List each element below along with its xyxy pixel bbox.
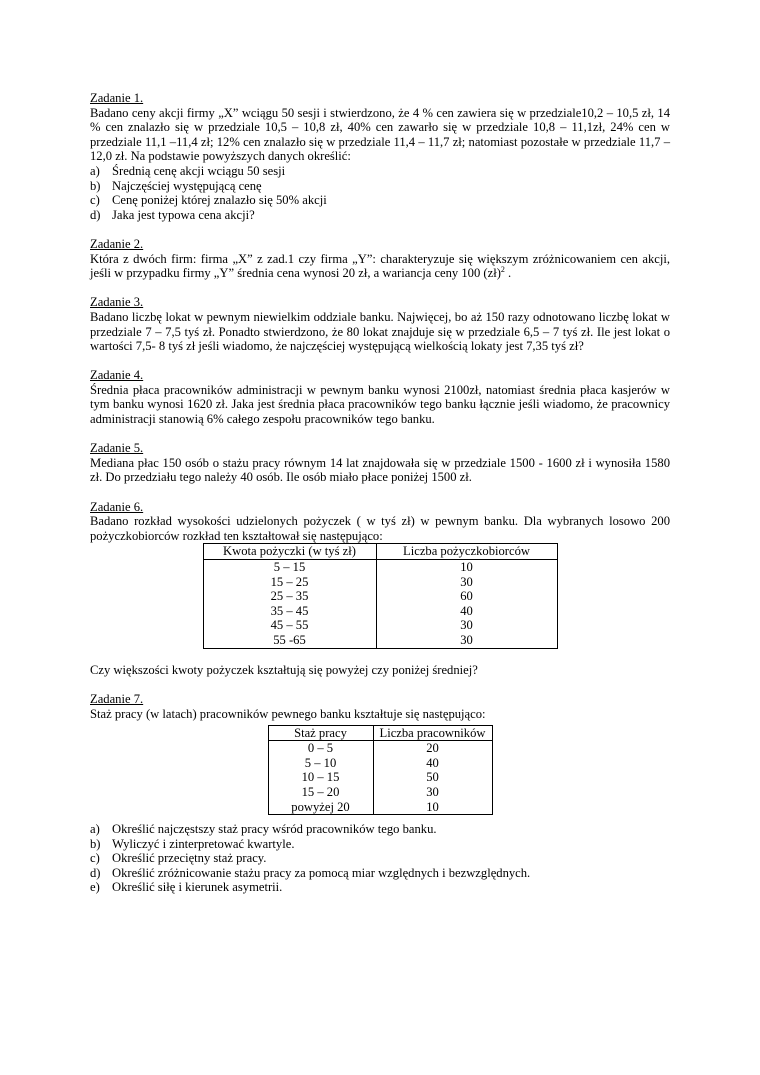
task-4-title: Zadanie 4. (90, 368, 144, 383)
task-7 (90, 692, 670, 895)
task-7-list (90, 822, 670, 895)
list-item-text: Określić siłę i kierunek asymetrii. (112, 880, 283, 895)
list-item-text: Określić najczęstszy staż pracy wśród pracowników tego banku. (112, 822, 437, 837)
table-cell: 30 (376, 633, 557, 648)
list-item (90, 837, 670, 852)
table-cell: 30 (376, 575, 557, 590)
table-header-row (268, 725, 492, 741)
task-1 (90, 91, 670, 222)
seniority-table (268, 725, 493, 816)
table-cell: 5 – 10 (268, 756, 373, 771)
table-row (203, 560, 557, 575)
table-header: Kwota pożyczki (w tyś zł) (203, 544, 376, 560)
task-2-text (90, 252, 670, 281)
list-marker: a) (90, 163, 100, 178)
table-row (203, 604, 557, 619)
task-6 (90, 500, 670, 678)
list-marker: e) (90, 880, 100, 895)
table-row (268, 770, 492, 785)
table-row (268, 785, 492, 800)
table-header-row (203, 544, 557, 560)
task-4-text: Średnia płaca pracowników administracji w pewnym banku wynosi 2100zł, natomiast średnia płaca kasjerów w tym banku wynosi 1620 zł. Jaka jest średnia płaca pracowników tego banku łącznie jeśli wiadomo, że pracownicy administracji stanowią 6% całego zespołu pracowników tego banku. (90, 382, 670, 427)
task-1-text: Badano ceny akcji firmy „X” wciągu 50 sesji i stwierdzono, że 4 % cen zawiera się w przedziale10,2 – 10,5 zł, 14 % cen znalazło się w przedziale 10,5 – 10,8 zł, 40% cen zawarło się w przedziale 10,8 – 11,1zł, 24% cen w przedziale 11,1 –11,4 zł; 12% cen znalazło się w przedziale 11,4 – 11,7 zł; natomiast pozostałe w przedziale 11,7 – 12,0 zł. Na podstawie powyższych danych określić: (90, 105, 670, 164)
task-1-list (90, 164, 670, 222)
table-header: Liczba pracowników (373, 725, 492, 741)
list-item-text: Określić zróżnicowanie stażu pracy za pomocą miar względnych i bezwzględnych. (112, 865, 531, 880)
list-item (90, 164, 670, 179)
task-7-title: Zadanie 7. (90, 692, 144, 707)
table-row (203, 633, 557, 648)
list-marker: d) (90, 207, 101, 222)
list-marker: c) (90, 851, 100, 866)
table-cell: 35 – 45 (203, 604, 376, 619)
table-cell: 10 – 15 (268, 770, 373, 785)
list-item-text: Jaka jest typowa cena akcji? (112, 207, 255, 222)
task-6-text: Badano rozkład wysokości udzielonych pożyczek ( w tyś zł) w pewnym banku. Dla wybranych losowo 200 pożyczkobiorców rozkład ten kształtował się następująco: (90, 514, 670, 543)
table-cell: 10 (376, 560, 557, 575)
task-3-title: Zadanie 3. (90, 295, 144, 310)
task-2 (90, 237, 670, 281)
task-5-text: Mediana płac 150 osób o stażu pracy równym 14 lat znajdowała się w przedziale 1500 - 1600 zł i wynosiła 1580 zł. Do przedziału tego należy 40 osób. Ile osób miało płace poniżej 1500 zł. (90, 455, 670, 485)
task-2-tail: . (508, 266, 512, 281)
table-cell: 30 (376, 618, 557, 633)
list-item-text: Wyliczyć i zinterpretować kwartyle. (112, 836, 295, 851)
list-marker: a) (90, 822, 100, 837)
table-cell: powyżej 20 (268, 800, 373, 815)
table-row (203, 618, 557, 633)
list-marker: d) (90, 865, 101, 880)
list-item-text: Cenę poniżej której znalazło się 50% akcji (112, 193, 327, 208)
list-marker: c) (90, 193, 100, 208)
task-7-text: Staż pracy (w latach) pracowników pewnego banku kształtuje się następująco: (90, 706, 486, 721)
table-cell: 10 (373, 800, 492, 815)
list-item (90, 179, 670, 194)
task-3 (90, 295, 670, 353)
table-cell: 15 – 20 (268, 785, 373, 800)
table-cell: 5 – 15 (203, 560, 376, 575)
list-item (90, 880, 670, 895)
loan-table (203, 543, 558, 648)
list-marker: b) (90, 836, 101, 851)
table-row (268, 741, 492, 756)
list-item (90, 851, 670, 866)
table-cell: 40 (376, 604, 557, 619)
list-item (90, 866, 670, 881)
list-item-text: Średnią cenę akcji wciągu 50 sesji (112, 163, 286, 178)
task-4 (90, 368, 670, 426)
table-cell: 15 – 25 (203, 575, 376, 590)
superscript: 2 (500, 264, 505, 274)
table-row (203, 575, 557, 590)
table-row (268, 756, 492, 771)
table-cell: 60 (376, 589, 557, 604)
table-cell: 40 (373, 756, 492, 771)
table-cell: 20 (373, 741, 492, 756)
task-6-question: Czy większości kwoty pożyczek kształtują się powyżej czy poniżej średniej? (90, 663, 478, 678)
table-cell: 55 -65 (203, 633, 376, 648)
list-item (90, 208, 670, 223)
document-page (90, 91, 670, 910)
task-2-title: Zadanie 2. (90, 236, 144, 251)
table-cell: 0 – 5 (268, 741, 373, 756)
table-row (203, 589, 557, 604)
task-2-body: Która z dwóch firm: firma „X” z zad.1 czy firma „Y”: charakteryzuje się większym zróżnicowaniem cen akcji, jeśli w przypadku firmy „Y” średnia cena wynosi 20 zł, a wariancja ceny 100 (zł) (90, 251, 670, 281)
list-item-text: Najczęściej występującą cenę (112, 178, 262, 193)
list-item-text: Określić przeciętny staż pracy. (112, 851, 267, 866)
task-5-title: Zadanie 5. (90, 441, 144, 456)
list-item (90, 822, 670, 837)
task-1-title: Zadanie 1. (90, 91, 144, 105)
table-header: Liczba pożyczkobiorców (376, 544, 557, 560)
table-cell: 30 (373, 785, 492, 800)
task-5 (90, 441, 670, 485)
table-row (268, 800, 492, 815)
table-header: Staż pracy (268, 725, 373, 741)
list-marker: b) (90, 178, 101, 193)
list-item (90, 193, 670, 208)
task-3-text: Badano liczbę lokat w pewnym niewielkim oddziale banku. Najwięcej, bo aż 150 razy odnotowano liczbę lokat w przedziale 7 – 7,5 tyś zł. Ponadto stwierdzono, że 80 lokat znajduje się w przedziale 6,5 – 7 tyś zł. Ile jest lokat o wartości 7,5- 8 tyś zł jeśli wiadomo, że najczęściej występującą wielkością lokaty jest 7,35 tyś zł? (90, 309, 670, 354)
table-cell: 45 – 55 (203, 618, 376, 633)
table-cell: 50 (373, 770, 492, 785)
table-cell: 25 – 35 (203, 589, 376, 604)
task-6-title: Zadanie 6. (90, 499, 144, 514)
